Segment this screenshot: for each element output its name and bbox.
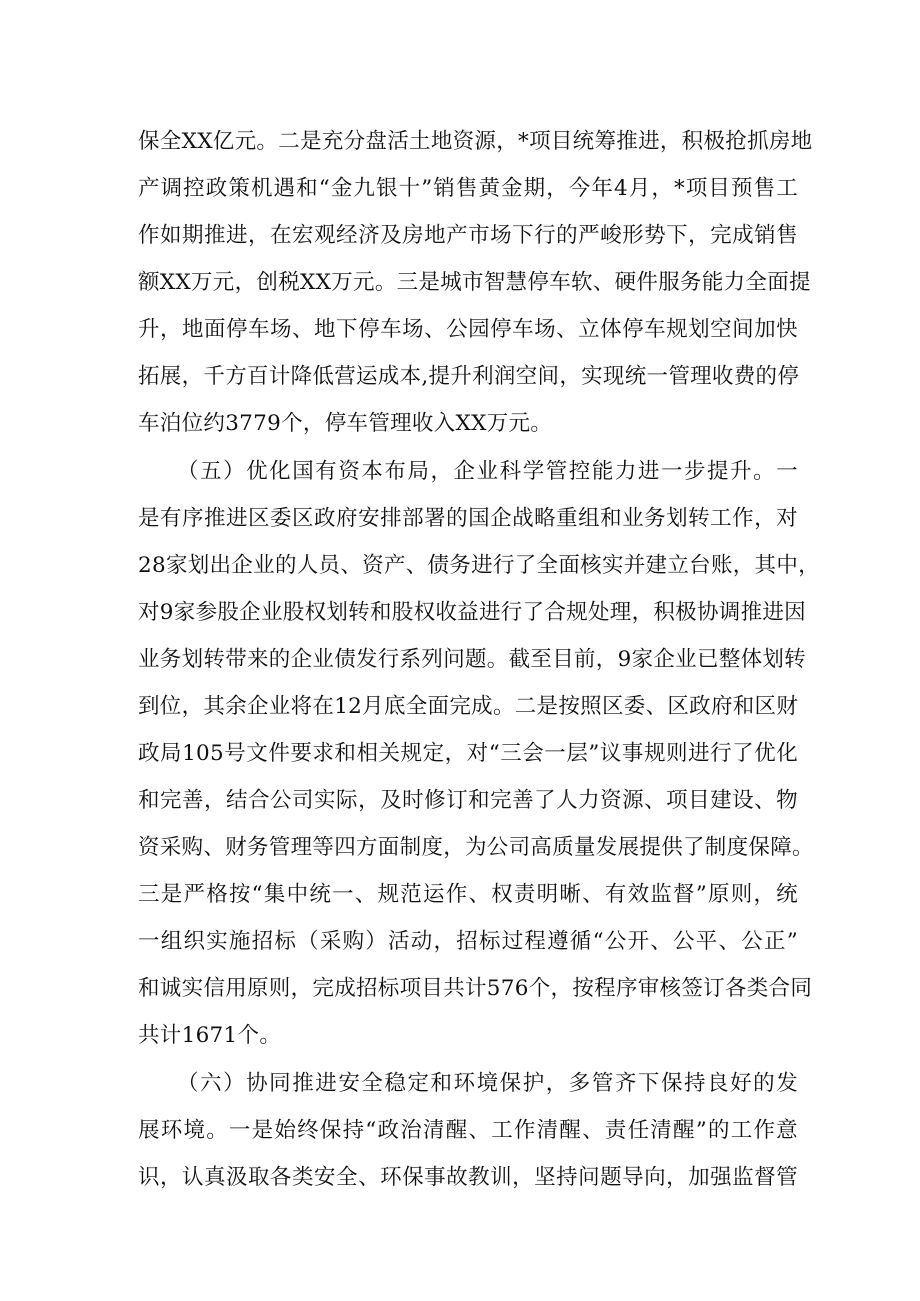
paragraph-line: 28家划出企业的人员、资产、债务进行了全面核实并建立台账，其中， [138, 553, 820, 578]
paragraph-line: 一组织实施招标（采购）活动，招标过程遵循“公开、公平、公正” [138, 929, 798, 954]
paragraph-line: 作如期推进，在宏观经济及房地产市场下行的严峻形势下，完成销售 [138, 223, 798, 248]
paragraph-line: 业务划转带来的企业债发行系列问题。截至目前，9家企业已整体划转 [138, 647, 806, 672]
paragraph-line: 政局105号文件要求和相关规定，对“三会一层”议事规则进行了优化 [138, 741, 798, 766]
paragraph-line: （五）优化国有资本布局，企业科学管控能力进一步提升。一 [177, 459, 798, 484]
paragraph-line: 升，地面停车场、地下停车场、公园停车场、立体停车规划空间加快 [138, 317, 798, 342]
paragraph-line: 资采购、财务管理等四方面制度，为公司高质量发展提供了制度保障。 [138, 835, 814, 860]
paragraph-line: 识，认真汲取各类安全、环保事故教训，坚持问题导向，加强监督管 [138, 1165, 798, 1190]
paragraph-line: 和完善，结合公司实际，及时修订和完善了人力资源、项目建设、物 [138, 788, 798, 813]
paragraph-line: （六）协同推进安全稳定和环境保护，多管齐下保持良好的发 [177, 1071, 798, 1096]
paragraph-line: 对9家参股企业股权划转和股权收益进行了合规处理，积极协调推进因 [138, 600, 806, 625]
paragraph-line: 三是严格按“集中统一、规范运作、权责明晰、有效监督”原则，统 [138, 882, 798, 907]
paragraph-line: 到位，其余企业将在12月底全面完成。二是按照区委、区政府和区财 [138, 694, 799, 719]
paragraph-line: 额XX万元，创税XX万元。三是城市智慧停车软、硬件服务能力全面提 [138, 270, 811, 295]
paragraph-line: 车泊位约3779个，停车管理收入XX万元。 [138, 411, 553, 436]
paragraph-line: 共计1671个。 [138, 1023, 282, 1048]
paragraph-line: 展环境。一是始终保持“政治清醒、工作清醒、责任清醒”的工作意 [138, 1118, 798, 1143]
paragraph-line: 和诚实信用原则，完成招标项目共计576个，按程序审核签订各类合同 [138, 976, 813, 1001]
paragraph-line: 拓展，千方百计降低营运成本,提升利润空间，实现统一管理收费的停 [138, 364, 800, 389]
paragraph-line: 是有序推进区委区政府安排部署的国企战略重组和业务划转工作，对 [138, 506, 798, 531]
paragraph-line: 保全XX亿元。二是充分盘活土地资源，*项目统筹推进，积极抢抓房地 [138, 129, 813, 154]
paragraph-line: 产调控政策机遇和“金九银十”销售黄金期，今年4月，*项目预售工 [138, 176, 798, 201]
